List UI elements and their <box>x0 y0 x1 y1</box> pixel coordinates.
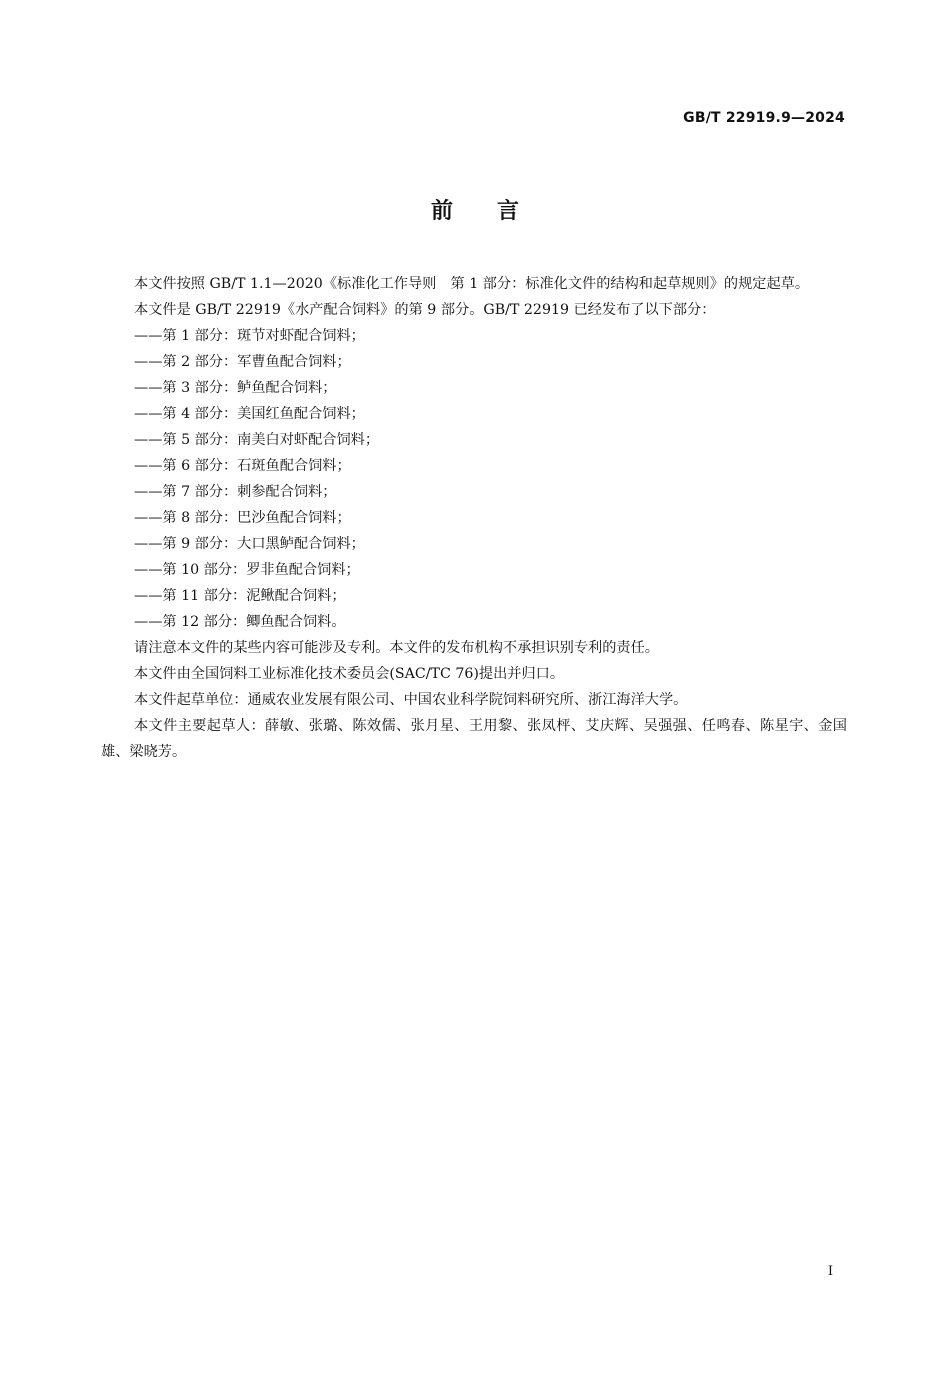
drafting-rule-paragraph: 本文件按照 GB/T 1.1—2020《标准化工作导则 第 1 部分：标准化文件的结构和起草规则》的规定起草。 <box>134 276 810 292</box>
list-item: ——第 7 部分：刺参配合饲料； <box>134 484 337 500</box>
list-item: ——第 2 部分：军曹鱼配合饲料； <box>134 354 351 370</box>
list-item: ——第 9 部分：大口黑鲈配合饲料； <box>134 536 365 552</box>
patent-notice-paragraph: 请注意本文件的某些内容可能涉及专利。本文件的发布机构不承担识别专利的责任。 <box>134 640 659 656</box>
list-item: ——第 8 部分：巴沙鱼配合饲料； <box>134 510 351 526</box>
foreword-body <box>101 271 847 765</box>
list-item: ——第 5 部分：南美白对虾配合饲料； <box>134 432 380 448</box>
list-item: ——第 12 部分：鲫鱼配合饲料。 <box>134 614 346 630</box>
list-item: ——第 3 部分：鲈鱼配合饲料； <box>134 380 337 396</box>
list-item: ——第 6 部分：石斑鱼配合饲料； <box>134 458 351 474</box>
list-item: ——第 11 部分：泥鳅配合饲料； <box>134 588 346 604</box>
page-title: 前言 <box>430 199 563 224</box>
proposer-paragraph: 本文件由全国饲料工业标准化技术委员会(SAC/TC 76)提出并归口。 <box>134 666 565 682</box>
list-item: ——第 4 部分：美国红鱼配合饲料； <box>134 406 365 422</box>
list-item: ——第 1 部分：斑节对虾配合饲料； <box>134 328 365 344</box>
parts-list <box>101 323 847 635</box>
document-code: GB/T 22919.9—2024 <box>683 110 845 126</box>
drafters-paragraph: 本文件主要起草人：薛敏、张璐、陈效儒、张月星、王用黎、张凤枰、艾庆辉、吴强强、任鸣春、陈星宇、金国雄、梁晓芳。 <box>101 718 847 760</box>
drafting-units-paragraph: 本文件起草单位：通威农业发展有限公司、中国农业科学院饲料研究所、浙江海洋大学。 <box>134 692 688 708</box>
list-item: ——第 10 部分：罗非鱼配合饲料； <box>134 562 360 578</box>
part-statement-paragraph: 本文件是 GB/T 22919《水产配合饲料》的第 9 部分。GB/T 22919 已经发布了以下部分： <box>134 302 716 318</box>
page-number: I <box>827 1264 833 1279</box>
